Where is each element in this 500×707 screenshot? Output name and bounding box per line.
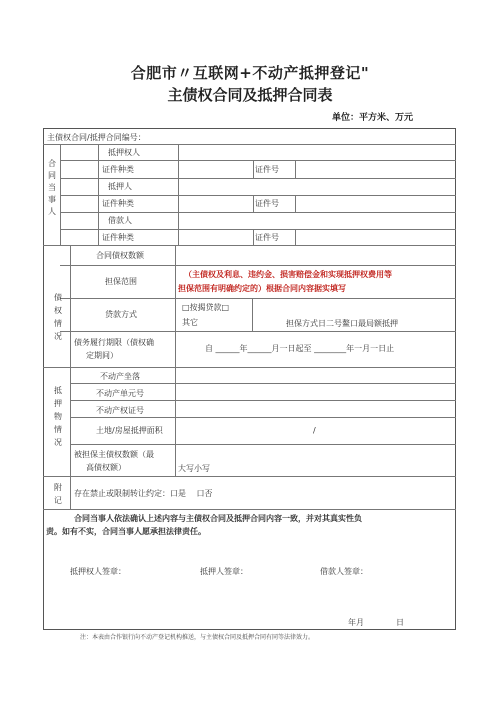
row-divider (43, 144, 456, 145)
declaration-line-1: 合同当事人依法确认上述内容与主债权合同及抵押合同内容一致，并对其真实性负 (74, 514, 362, 523)
location-label: 不动产坐落 (100, 372, 140, 381)
borrower-signature: 借款人签章： (320, 567, 368, 576)
scope-text-line-2: 担保范围有明确约定的）根据合同内容据实填写 (178, 284, 346, 293)
col-divider (98, 144, 99, 245)
max-amount-label-2: 高债权额） (86, 463, 126, 472)
row-divider (60, 229, 456, 230)
row-divider (70, 383, 456, 384)
col-divider (178, 144, 179, 245)
term-value: 自 ______年______月一日起至 ________年一月一日止 (205, 344, 395, 353)
debt-section-label: 债权情况 (54, 293, 62, 341)
col-divider (295, 161, 296, 178)
row-divider (70, 400, 456, 401)
row-divider (43, 367, 456, 368)
guarantee-method: 担保方式日二号鳌口最局额抵押 (286, 319, 398, 328)
row-divider (43, 476, 456, 477)
borrower-label: 借款人 (108, 216, 132, 225)
col-divider (175, 245, 176, 476)
col-divider (253, 161, 254, 178)
title-line-2: 主债权合同及抵押合同表 (167, 86, 333, 104)
row-divider (70, 444, 456, 445)
title-line-1: 合肥市〃互联网+不动产抵押登记" (130, 64, 370, 82)
loan-option-2[interactable]: 其它 (182, 318, 198, 327)
remark-text: 存在禁止或限制转让约定：口是 口否 (74, 489, 213, 498)
cert-no-label: 不动产权证号 (96, 406, 144, 415)
col-divider (252, 298, 253, 331)
max-amount-label-1: 被担保主债权数额（最 (74, 450, 154, 459)
area-label: 土地/房屋抵押面积 (96, 426, 163, 435)
unit-no-label: 不动产单元号 (96, 389, 144, 398)
amount-label: 合同债权数额 (96, 251, 144, 260)
row-divider (60, 195, 456, 196)
term-label-2: 定期间） (86, 351, 118, 360)
row-divider (43, 509, 456, 510)
loan-method-label: 贷款方式 (105, 310, 137, 319)
parties-section-label: 合同当事人 (48, 159, 56, 216)
collateral-section-label: 抵押物情况 (54, 386, 62, 447)
area-value: / (313, 426, 316, 435)
capital-label: 大写小写 (178, 464, 210, 473)
id-no-label: 证件号 (255, 233, 279, 242)
col-divider (295, 195, 296, 212)
sign-date: 年月 日 (348, 618, 404, 627)
remark-section-label: 附记 (54, 483, 62, 505)
mortgagor-label: 抵押人 (108, 182, 132, 191)
mortgagor-signature: 抵押人签章： (200, 567, 248, 576)
contract-number-label: 主债权合同/抵押合同编号： (47, 133, 146, 142)
col-divider (253, 229, 254, 245)
scope-label: 担保范围 (105, 277, 137, 286)
col-divider (253, 195, 254, 212)
declaration-line-2: 责。如有不实，合同当事人愿承担法律责任。 (46, 527, 206, 536)
col-divider (295, 229, 296, 245)
mortgagee-signature: 抵押权人签章： (70, 567, 126, 576)
id-no-label: 证件号 (255, 165, 279, 174)
row-divider (43, 245, 456, 246)
id-no-label: 证件号 (255, 199, 279, 208)
id-type-label: 证件种类 (102, 165, 134, 174)
term-label-1: 债务履行期限（债权确 (74, 338, 154, 347)
id-type-label: 证件种类 (102, 199, 134, 208)
row-divider (60, 298, 456, 299)
row-divider (60, 160, 456, 161)
loan-option-1[interactable]: □按揭贷款□ (182, 303, 230, 312)
footnote: 注：本表由合作银行向不动产登记机构推送，与主债权合同及抵押合同有同等法律效力。 (80, 634, 315, 641)
col-divider (70, 245, 71, 509)
row-divider (60, 178, 456, 179)
mortgagee-label: 抵押权人 (108, 148, 140, 157)
row-divider (60, 212, 456, 213)
id-type-label: 证件种类 (102, 233, 134, 242)
scope-text-line-1: （主债权及利息、违约金、损害赔偿金和实现抵押权费用等 (184, 270, 392, 279)
unit-label: 单位：平方米、万元 (332, 113, 414, 123)
col-divider (60, 144, 61, 245)
row-divider (60, 331, 456, 332)
row-divider (60, 265, 456, 266)
row-divider (70, 417, 456, 418)
